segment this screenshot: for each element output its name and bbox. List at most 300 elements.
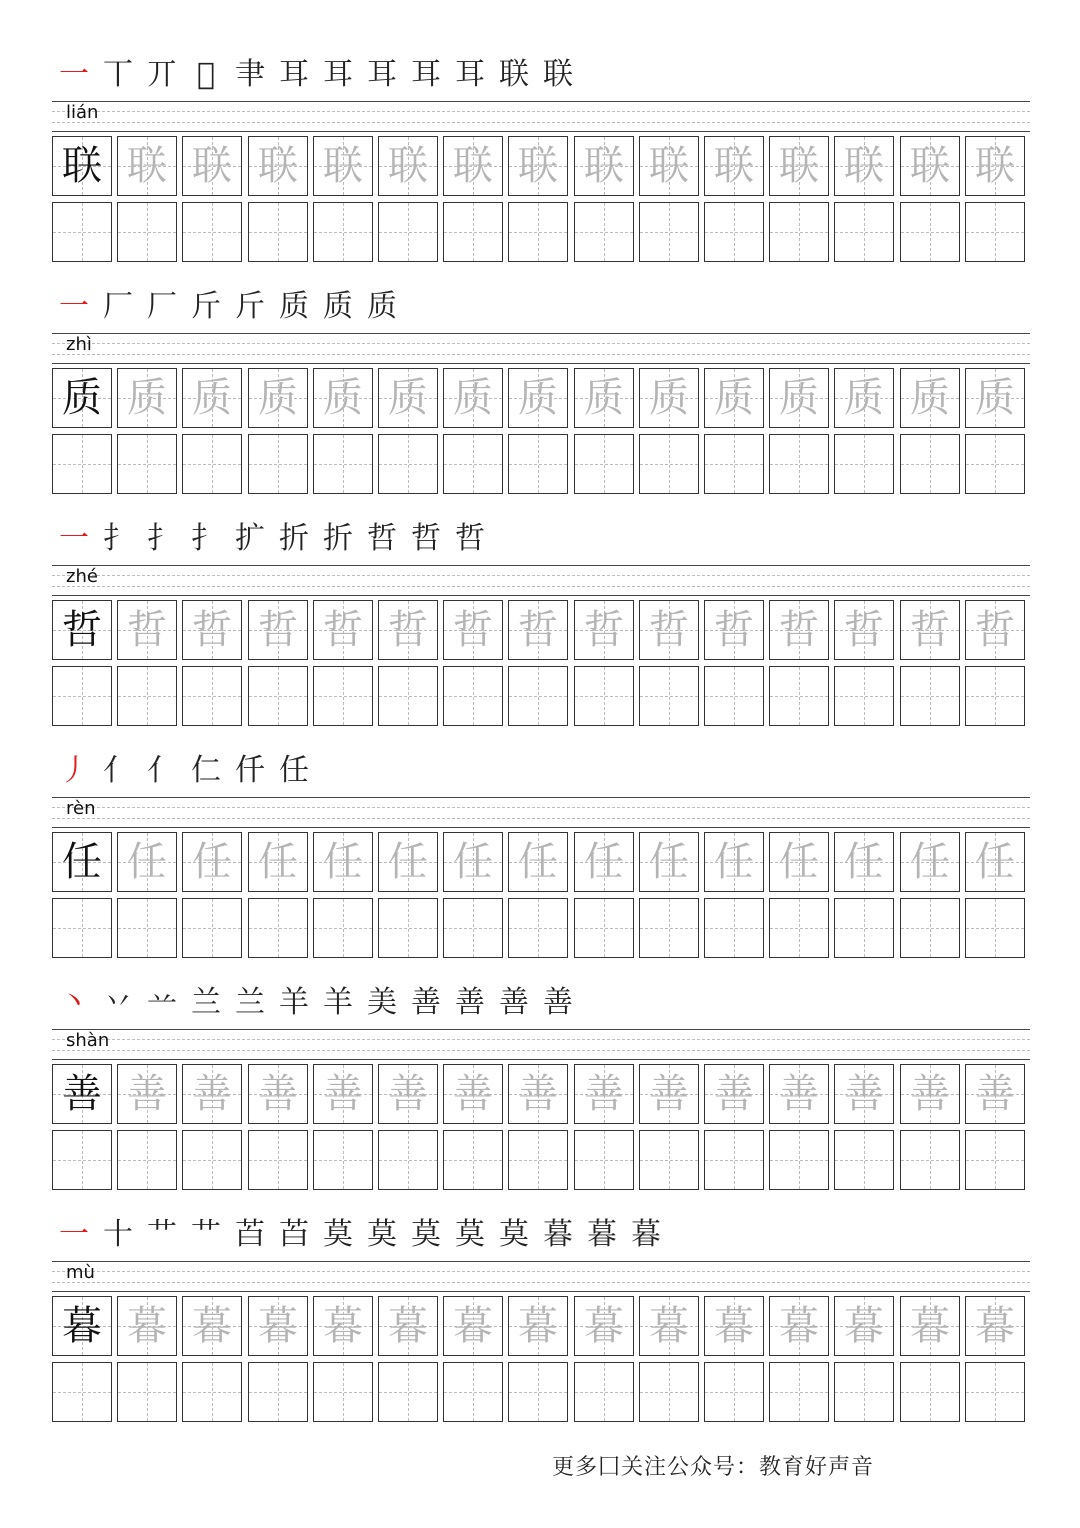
- trace-character-cell: [574, 600, 634, 660]
- trace-character-cell: [965, 832, 1025, 892]
- blank-practice-cell: [508, 434, 568, 494]
- trace-character-cell: [900, 136, 960, 196]
- character-glyph: 任: [323, 839, 363, 885]
- stroke-step: 善: [543, 985, 573, 1020]
- character-glyph: 哲: [975, 607, 1015, 653]
- character-glyph: 联: [975, 143, 1015, 189]
- trace-character-cell: [834, 832, 894, 892]
- blank-practice-cell: [508, 1130, 568, 1190]
- character-glyph: 任: [779, 839, 819, 885]
- stroke-step: 暮: [543, 1217, 573, 1252]
- character-glyph: 善: [62, 1071, 102, 1117]
- practice-row: [52, 666, 1030, 728]
- character-glyph: 善: [388, 1071, 428, 1117]
- stroke-step: 扌: [191, 521, 221, 556]
- trace-character-cell: [313, 368, 373, 428]
- character-glyph: 哲: [258, 607, 298, 653]
- blank-practice-cell: [248, 666, 308, 726]
- trace-character-cell: [182, 832, 242, 892]
- character-glyph: 联: [127, 143, 167, 189]
- blank-practice-cell: [443, 898, 503, 958]
- stroke-step: 苩: [279, 1217, 309, 1252]
- trace-character-cell: [443, 1064, 503, 1124]
- blank-practice-cell: [182, 202, 242, 262]
- blank-practice-cell: [769, 202, 829, 262]
- blank-practice-cell: [639, 202, 699, 262]
- character-glyph: 暮: [192, 1303, 232, 1349]
- blank-practice-cell: [965, 898, 1025, 958]
- blank-practice-cell: [574, 202, 634, 262]
- stroke-step: 斤: [235, 289, 265, 324]
- trace-character-cell: [900, 1064, 960, 1124]
- stroke-order-row: [52, 1212, 668, 1258]
- trace-character-cell: [443, 368, 503, 428]
- trace-character-cell: [965, 136, 1025, 196]
- practice-row: [52, 1362, 1030, 1424]
- blank-practice-cell: [313, 1362, 373, 1422]
- stroke-order-row: [52, 284, 404, 330]
- stroke-step: 丶: [59, 985, 89, 1020]
- character-glyph: 联: [453, 143, 493, 189]
- blank-practice-cell: [52, 666, 112, 726]
- stroke-step: 仁: [191, 753, 221, 788]
- practice-row: [52, 1130, 1030, 1192]
- stroke-step: 艹: [191, 1217, 221, 1252]
- character-glyph: 任: [258, 839, 298, 885]
- character-glyph: 善: [584, 1071, 624, 1117]
- pinyin-label: zhì: [66, 334, 92, 355]
- trace-character-cell: [834, 368, 894, 428]
- character-glyph: 联: [779, 143, 819, 189]
- blank-practice-cell: [117, 202, 177, 262]
- character-glyph: 哲: [844, 607, 884, 653]
- trace-character-cell: [574, 1296, 634, 1356]
- trace-character-cell: [704, 1064, 764, 1124]
- blank-practice-cell: [834, 202, 894, 262]
- blank-practice-cell: [769, 898, 829, 958]
- character-glyph: 质: [192, 375, 232, 421]
- footer-text: 更多囗关注公众号：教育好声音: [552, 1455, 875, 1480]
- trace-row: [52, 832, 1030, 894]
- trace-character-cell: [704, 1296, 764, 1356]
- blank-practice-cell: [965, 1130, 1025, 1190]
- trace-character-cell: [574, 368, 634, 428]
- character-glyph: 哲: [518, 607, 558, 653]
- pinyin-band: [52, 1026, 1030, 1060]
- character-glyph: 任: [62, 839, 102, 885]
- blank-practice-cell: [704, 434, 764, 494]
- trace-character-cell: [508, 832, 568, 892]
- stroke-step: 扩: [235, 521, 265, 556]
- blank-practice-cell: [639, 1130, 699, 1190]
- blank-practice-cell: [508, 666, 568, 726]
- character-glyph: 暮: [649, 1303, 689, 1349]
- blank-practice-cell: [52, 434, 112, 494]
- character-glyph: 联: [323, 143, 363, 189]
- trace-row: [52, 600, 1030, 662]
- blank-practice-cell: [117, 666, 177, 726]
- trace-character-cell: [117, 368, 177, 428]
- stroke-step: 质: [323, 289, 353, 324]
- character-section: [52, 748, 1030, 980]
- blank-practice-cell: [182, 1362, 242, 1422]
- character-glyph: 质: [910, 375, 950, 421]
- character-glyph: 善: [258, 1071, 298, 1117]
- trace-character-cell: [508, 1064, 568, 1124]
- blank-practice-cell: [900, 1362, 960, 1422]
- trace-character-cell: [378, 1064, 438, 1124]
- trace-character-cell: [182, 368, 242, 428]
- blank-practice-cell: [900, 434, 960, 494]
- blank-practice-cell: [704, 202, 764, 262]
- trace-character-cell: [117, 136, 177, 196]
- trace-character-cell: [248, 1296, 308, 1356]
- blank-practice-cell: [313, 666, 373, 726]
- pinyin-label: zhé: [66, 566, 98, 587]
- stroke-step: 莫: [323, 1217, 353, 1252]
- trace-character-cell: [574, 832, 634, 892]
- trace-character-cell: [182, 1296, 242, 1356]
- trace-character-cell: [769, 832, 829, 892]
- character-glyph: 联: [258, 143, 298, 189]
- character-glyph: 暮: [323, 1303, 363, 1349]
- character-glyph: 任: [975, 839, 1015, 885]
- stroke-step: 折: [323, 521, 353, 556]
- blank-practice-cell: [965, 434, 1025, 494]
- trace-character-cell: [443, 832, 503, 892]
- blank-practice-cell: [574, 666, 634, 726]
- stroke-step: 丌: [147, 57, 177, 92]
- pinyin-band: [52, 1258, 1030, 1292]
- stroke-step: 质: [279, 289, 309, 324]
- trace-character-cell: [639, 1064, 699, 1124]
- blank-practice-cell: [769, 1130, 829, 1190]
- character-glyph: 任: [388, 839, 428, 885]
- stroke-step: 耳: [455, 57, 485, 92]
- character-glyph: 暮: [453, 1303, 493, 1349]
- blank-practice-cell: [704, 1362, 764, 1422]
- pinyin-label: lián: [66, 102, 99, 123]
- blank-practice-cell: [313, 434, 373, 494]
- blank-practice-cell: [52, 898, 112, 958]
- model-character-cell: [52, 600, 112, 660]
- blank-practice-cell: [182, 898, 242, 958]
- character-glyph: 善: [779, 1071, 819, 1117]
- stroke-step: 扌: [103, 521, 133, 556]
- character-glyph: 哲: [127, 607, 167, 653]
- blank-practice-cell: [834, 1130, 894, 1190]
- stroke-step: 丿: [59, 753, 89, 788]
- blank-practice-cell: [182, 434, 242, 494]
- pinyin-band: [52, 562, 1030, 596]
- character-glyph: 哲: [649, 607, 689, 653]
- blank-practice-cell: [248, 202, 308, 262]
- blank-practice-cell: [248, 434, 308, 494]
- character-glyph: 质: [388, 375, 428, 421]
- trace-character-cell: [639, 832, 699, 892]
- trace-row: [52, 1296, 1030, 1358]
- stroke-step: 羊: [279, 985, 309, 1020]
- character-glyph: 暮: [844, 1303, 884, 1349]
- blank-practice-cell: [117, 1130, 177, 1190]
- stroke-step: 丷: [103, 985, 133, 1020]
- character-section: [52, 980, 1030, 1212]
- character-glyph: 任: [453, 839, 493, 885]
- pinyin-label: rèn: [66, 798, 96, 819]
- stroke-step: 耳: [323, 57, 353, 92]
- trace-character-cell: [769, 136, 829, 196]
- trace-character-cell: [182, 600, 242, 660]
- character-glyph: 哲: [192, 607, 232, 653]
- stroke-step: 十: [103, 1217, 133, 1252]
- character-glyph: 善: [192, 1071, 232, 1117]
- trace-character-cell: [248, 136, 308, 196]
- stroke-step: 联: [499, 57, 529, 92]
- blank-practice-cell: [182, 666, 242, 726]
- trace-character-cell: [965, 368, 1025, 428]
- character-glyph: 质: [518, 375, 558, 421]
- trace-character-cell: [378, 136, 438, 196]
- blank-practice-cell: [182, 1130, 242, 1190]
- trace-character-cell: [769, 1064, 829, 1124]
- character-glyph: 哲: [714, 607, 754, 653]
- blank-practice-cell: [900, 898, 960, 958]
- trace-character-cell: [834, 136, 894, 196]
- trace-character-cell: [443, 136, 503, 196]
- trace-character-cell: [378, 368, 438, 428]
- character-glyph: 哲: [323, 607, 363, 653]
- character-section: [52, 284, 1030, 516]
- character-glyph: 哲: [453, 607, 493, 653]
- stroke-step: 哲: [367, 521, 397, 556]
- character-glyph: 任: [649, 839, 689, 885]
- blank-practice-cell: [574, 434, 634, 494]
- character-glyph: 善: [323, 1071, 363, 1117]
- trace-character-cell: [900, 368, 960, 428]
- stroke-step: 羊: [323, 985, 353, 1020]
- stroke-step: 莫: [455, 1217, 485, 1252]
- pinyin-band: [52, 330, 1030, 364]
- character-glyph: 哲: [62, 607, 102, 653]
- trace-character-cell: [378, 1296, 438, 1356]
- trace-row: [52, 136, 1030, 198]
- trace-character-cell: [704, 600, 764, 660]
- stroke-order-row: [52, 980, 580, 1026]
- blank-practice-cell: [900, 666, 960, 726]
- trace-character-cell: [639, 1296, 699, 1356]
- pinyin-label: shàn: [66, 1030, 110, 1051]
- trace-character-cell: [117, 1296, 177, 1356]
- model-character-cell: [52, 368, 112, 428]
- character-glyph: 暮: [62, 1303, 102, 1349]
- character-glyph: 质: [323, 375, 363, 421]
- blank-practice-cell: [574, 898, 634, 958]
- stroke-step: 折: [279, 521, 309, 556]
- blank-practice-cell: [704, 666, 764, 726]
- character-glyph: 哲: [779, 607, 819, 653]
- character-glyph: 质: [649, 375, 689, 421]
- blank-practice-cell: [313, 1130, 373, 1190]
- trace-character-cell: [117, 1064, 177, 1124]
- practice-row: [52, 898, 1030, 960]
- stroke-step: 䒑: [147, 985, 177, 1020]
- stroke-step: 一: [59, 57, 89, 92]
- stroke-step: 亻: [103, 753, 133, 788]
- trace-character-cell: [769, 1296, 829, 1356]
- character-glyph: 任: [127, 839, 167, 885]
- blank-practice-cell: [248, 1130, 308, 1190]
- blank-practice-cell: [508, 1362, 568, 1422]
- trace-character-cell: [313, 136, 373, 196]
- trace-character-cell: [443, 600, 503, 660]
- trace-character-cell: [965, 1296, 1025, 1356]
- blank-practice-cell: [52, 1130, 112, 1190]
- blank-practice-cell: [834, 666, 894, 726]
- character-glyph: 哲: [584, 607, 624, 653]
- stroke-step: 斤: [191, 289, 221, 324]
- character-section: [52, 1212, 1030, 1444]
- character-glyph: 善: [127, 1071, 167, 1117]
- character-glyph: 善: [844, 1071, 884, 1117]
- stroke-step: 厂: [147, 289, 177, 324]
- stroke-step: 联: [543, 57, 573, 92]
- stroke-step: 一: [59, 289, 89, 324]
- blank-practice-cell: [117, 1362, 177, 1422]
- practice-row: [52, 202, 1030, 264]
- character-glyph: 联: [649, 143, 689, 189]
- trace-character-cell: [378, 832, 438, 892]
- character-glyph: 联: [584, 143, 624, 189]
- stroke-step: 莫: [411, 1217, 441, 1252]
- trace-character-cell: [965, 600, 1025, 660]
- blank-practice-cell: [52, 202, 112, 262]
- stroke-step: 哲: [455, 521, 485, 556]
- character-glyph: 质: [62, 375, 102, 421]
- stroke-order-row: [52, 748, 316, 794]
- stroke-step: 亻: [147, 753, 177, 788]
- trace-character-cell: [313, 1064, 373, 1124]
- trace-character-cell: [639, 136, 699, 196]
- stroke-step: 暮: [631, 1217, 661, 1252]
- character-glyph: 联: [192, 143, 232, 189]
- character-section: [52, 52, 1030, 284]
- stroke-step: 善: [411, 985, 441, 1020]
- character-glyph: 联: [518, 143, 558, 189]
- trace-character-cell: [834, 1064, 894, 1124]
- character-glyph: 质: [453, 375, 493, 421]
- blank-practice-cell: [443, 1362, 503, 1422]
- character-glyph: 联: [844, 143, 884, 189]
- pinyin-label: mù: [66, 1262, 95, 1283]
- stroke-step: 莫: [367, 1217, 397, 1252]
- trace-character-cell: [378, 600, 438, 660]
- trace-character-cell: [574, 136, 634, 196]
- blank-practice-cell: [443, 202, 503, 262]
- trace-character-cell: [508, 136, 568, 196]
- blank-practice-cell: [443, 1130, 503, 1190]
- character-glyph: 暮: [910, 1303, 950, 1349]
- character-glyph: 任: [192, 839, 232, 885]
- blank-practice-cell: [313, 202, 373, 262]
- trace-character-cell: [313, 832, 373, 892]
- trace-character-cell: [117, 600, 177, 660]
- stroke-step: 善: [455, 985, 485, 1020]
- blank-practice-cell: [965, 1362, 1025, 1422]
- blank-practice-cell: [834, 434, 894, 494]
- blank-practice-cell: [769, 1362, 829, 1422]
- trace-character-cell: [704, 136, 764, 196]
- blank-practice-cell: [704, 898, 764, 958]
- blank-practice-cell: [900, 1130, 960, 1190]
- trace-character-cell: [639, 600, 699, 660]
- trace-character-cell: [900, 600, 960, 660]
- trace-character-cell: [313, 600, 373, 660]
- trace-character-cell: [248, 368, 308, 428]
- character-glyph: 联: [910, 143, 950, 189]
- character-glyph: 联: [62, 143, 102, 189]
- character-glyph: 哲: [388, 607, 428, 653]
- stroke-order-row: [52, 516, 492, 562]
- trace-character-cell: [248, 600, 308, 660]
- trace-character-cell: [313, 1296, 373, 1356]
- stroke-step: 美: [367, 985, 397, 1020]
- character-glyph: 善: [649, 1071, 689, 1117]
- stroke-step: 莫: [499, 1217, 529, 1252]
- blank-practice-cell: [117, 434, 177, 494]
- character-glyph: 质: [779, 375, 819, 421]
- character-glyph: 暮: [127, 1303, 167, 1349]
- stroke-order-row: [52, 52, 580, 98]
- stroke-step: 𦘒: [235, 57, 265, 92]
- stroke-step: 耳: [411, 57, 441, 92]
- character-glyph: 联: [714, 143, 754, 189]
- trace-character-cell: [900, 1296, 960, 1356]
- character-glyph: 任: [584, 839, 624, 885]
- trace-character-cell: [704, 832, 764, 892]
- blank-practice-cell: [639, 434, 699, 494]
- blank-practice-cell: [248, 1362, 308, 1422]
- character-section: [52, 516, 1030, 748]
- character-glyph: 任: [844, 839, 884, 885]
- blank-practice-cell: [378, 202, 438, 262]
- stroke-step: 仟: [235, 753, 265, 788]
- trace-character-cell: [769, 368, 829, 428]
- stroke-step: 耳: [367, 57, 397, 92]
- blank-practice-cell: [574, 1362, 634, 1422]
- pinyin-band: [52, 794, 1030, 828]
- stroke-step: 扌: [147, 521, 177, 556]
- blank-practice-cell: [965, 666, 1025, 726]
- character-glyph: 暮: [714, 1303, 754, 1349]
- character-glyph: 善: [518, 1071, 558, 1117]
- character-glyph: 暮: [975, 1303, 1015, 1349]
- practice-row: [52, 434, 1030, 496]
- trace-character-cell: [965, 1064, 1025, 1124]
- character-glyph: 善: [910, 1071, 950, 1117]
- character-glyph: 质: [975, 375, 1015, 421]
- character-glyph: 善: [714, 1071, 754, 1117]
- blank-practice-cell: [117, 898, 177, 958]
- trace-character-cell: [704, 368, 764, 428]
- blank-practice-cell: [443, 666, 503, 726]
- blank-practice-cell: [639, 1362, 699, 1422]
- character-glyph: 质: [258, 375, 298, 421]
- model-character-cell: [52, 136, 112, 196]
- model-character-cell: [52, 832, 112, 892]
- trace-character-cell: [834, 1296, 894, 1356]
- blank-practice-cell: [574, 1130, 634, 1190]
- blank-practice-cell: [378, 666, 438, 726]
